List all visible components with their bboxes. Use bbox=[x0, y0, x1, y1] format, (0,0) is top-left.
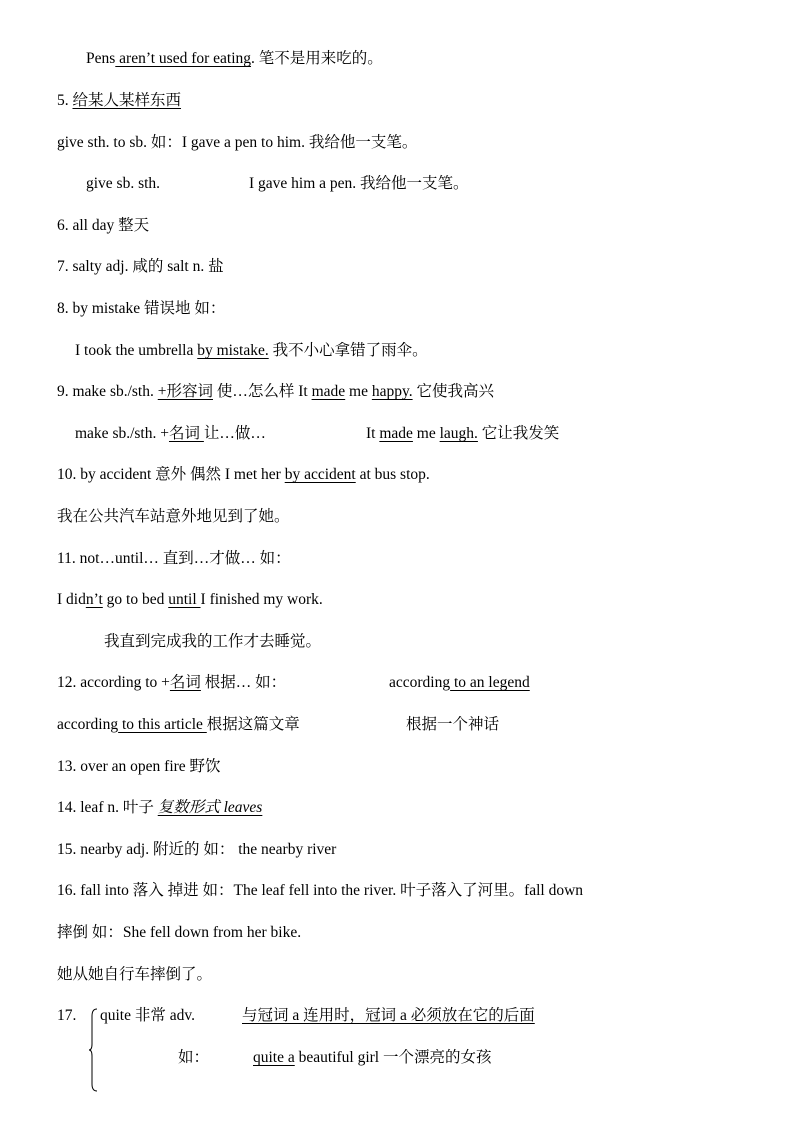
text: me bbox=[345, 383, 372, 400]
text: It bbox=[366, 425, 380, 442]
text: I gave him a pen. 我给他一支笔。 bbox=[249, 175, 469, 192]
line-item-9 bbox=[57, 382, 494, 402]
underlined-word: n’t bbox=[85, 591, 103, 608]
line-according-article bbox=[57, 715, 300, 735]
curly-brace-icon bbox=[88, 1008, 98, 1092]
line-item-10 bbox=[57, 465, 430, 485]
text: 7. salty adj. 咸的 salt n. 盐 bbox=[57, 258, 224, 275]
text: at bus stop. bbox=[355, 466, 430, 483]
text: 9. make sb./sth. bbox=[57, 383, 158, 400]
line-item-12 bbox=[57, 673, 286, 693]
underlined-phrase: 名词 bbox=[168, 425, 204, 442]
text: 让…做… bbox=[203, 425, 266, 442]
line-make-noun bbox=[75, 424, 266, 444]
text: 我不小心拿错了雨伞。 bbox=[268, 342, 428, 359]
text: 13. over an open fire 野饮 bbox=[57, 758, 221, 775]
text: quite 非常 adv. bbox=[100, 1007, 195, 1024]
text: 15. nearby adj. 附近的 如： the nearby river bbox=[57, 841, 337, 858]
text: 12. according to + bbox=[57, 674, 170, 691]
text: give sb. sth. bbox=[86, 175, 161, 192]
underlined-phrase: to this article bbox=[118, 716, 207, 733]
text: 我在公共汽车站意外地见到了她。 bbox=[57, 508, 290, 525]
text: give sth. to sb. 如：I gave a pen to him. 我给他一支笔。 bbox=[57, 134, 418, 151]
underlined-word: until bbox=[168, 591, 201, 608]
text: 11. not…until… 直到…才做… 如： bbox=[57, 550, 291, 567]
text: . 笔不是用来吃的。 bbox=[251, 50, 383, 67]
underlined-phrase: quite a bbox=[253, 1049, 295, 1066]
text: according bbox=[389, 674, 451, 691]
underlined-heading: 给某人某样东西 bbox=[72, 92, 182, 109]
text: 8. by mistake 错误地 如： bbox=[57, 300, 226, 317]
line-not-until-translation bbox=[104, 632, 321, 652]
line-give-sb-sth bbox=[86, 174, 160, 194]
underlined-phrase: by mistake. bbox=[197, 342, 269, 359]
underlined-phrase: to an legend bbox=[450, 674, 530, 691]
line-item-10-translation bbox=[57, 507, 290, 527]
line-umbrella-example bbox=[75, 341, 428, 361]
line-give-sb-sth-example bbox=[249, 174, 469, 194]
text: me bbox=[412, 425, 440, 442]
underlined-word: made bbox=[379, 425, 413, 442]
text: I did bbox=[57, 591, 86, 608]
line-quite-example bbox=[253, 1048, 492, 1068]
text: 它让我发笑 bbox=[477, 425, 560, 442]
text: 摔倒 如：She fell down from her bike. bbox=[57, 924, 302, 941]
item-number: 17. bbox=[57, 1007, 77, 1024]
line-quite-example-label bbox=[178, 1048, 209, 1068]
text: I finished my work. bbox=[200, 591, 323, 608]
text: Pens bbox=[86, 50, 116, 67]
line-not-until-example bbox=[57, 590, 323, 610]
text: 16. fall into 落入 掉进 如：The leaf fell into the river. 叶子落入了河里。fall down bbox=[57, 882, 584, 899]
text: 根据一个神话 bbox=[406, 716, 500, 733]
line-item-7 bbox=[57, 257, 224, 277]
text: 我直到完成我的工作才去睡觉。 bbox=[104, 633, 322, 650]
underlined-phrase: 名词 bbox=[169, 674, 201, 691]
line-item-15 bbox=[57, 840, 336, 860]
underlined-word: laugh. bbox=[439, 425, 478, 442]
line-item-12-example bbox=[389, 673, 530, 693]
line-fall-down-translation bbox=[57, 965, 212, 985]
text: 使…怎么样 It bbox=[213, 383, 312, 400]
line-item-13 bbox=[57, 757, 221, 777]
text: go to bed bbox=[102, 591, 169, 608]
underlined-rule: 与冠词 a 连用时，冠词 a 必须放在它的后面 bbox=[242, 1007, 535, 1024]
text: according bbox=[57, 716, 119, 733]
line-item-6 bbox=[57, 216, 149, 236]
underlined-italic-note: 复数形式 leaves bbox=[157, 799, 263, 816]
text: make sb./sth. + bbox=[75, 425, 169, 442]
text: 14. leaf n. 叶子 bbox=[57, 799, 158, 816]
underlined-phrase: +形容词 bbox=[157, 383, 213, 400]
line-item-8 bbox=[57, 299, 225, 319]
text: 根据这篇文章 bbox=[206, 716, 300, 733]
text: I took the umbrella bbox=[75, 342, 198, 359]
line-item-5 bbox=[57, 91, 181, 111]
line-quite-rule bbox=[242, 1006, 535, 1026]
item-number: 5. bbox=[57, 92, 73, 109]
text: 它使我高兴 bbox=[412, 383, 494, 400]
line-pens-example bbox=[86, 49, 383, 69]
text: 如： bbox=[178, 1049, 210, 1066]
line-fall-down bbox=[57, 923, 301, 943]
line-make-noun-example bbox=[366, 424, 559, 444]
underlined-phrase: aren’t used for eating bbox=[115, 50, 252, 67]
line-item-11 bbox=[57, 549, 291, 569]
text: 根据… 如： bbox=[200, 674, 287, 691]
line-quite bbox=[100, 1006, 195, 1026]
line-item-17-number bbox=[57, 1006, 76, 1026]
underlined-word: made bbox=[311, 383, 346, 400]
line-item-16 bbox=[57, 881, 583, 901]
text: beautiful girl 一个漂亮的女孩 bbox=[294, 1049, 492, 1066]
text: 她从她自行车摔倒了。 bbox=[57, 966, 213, 983]
line-give-sth-to-sb bbox=[57, 133, 417, 153]
underlined-phrase: by accident bbox=[284, 466, 356, 483]
underlined-word: happy. bbox=[371, 383, 413, 400]
line-according-legend-translation bbox=[406, 715, 499, 735]
text: 6. all day 整天 bbox=[57, 217, 150, 234]
text: 10. by accident 意外 偶然 I met her bbox=[57, 466, 285, 483]
line-item-14 bbox=[57, 798, 262, 818]
